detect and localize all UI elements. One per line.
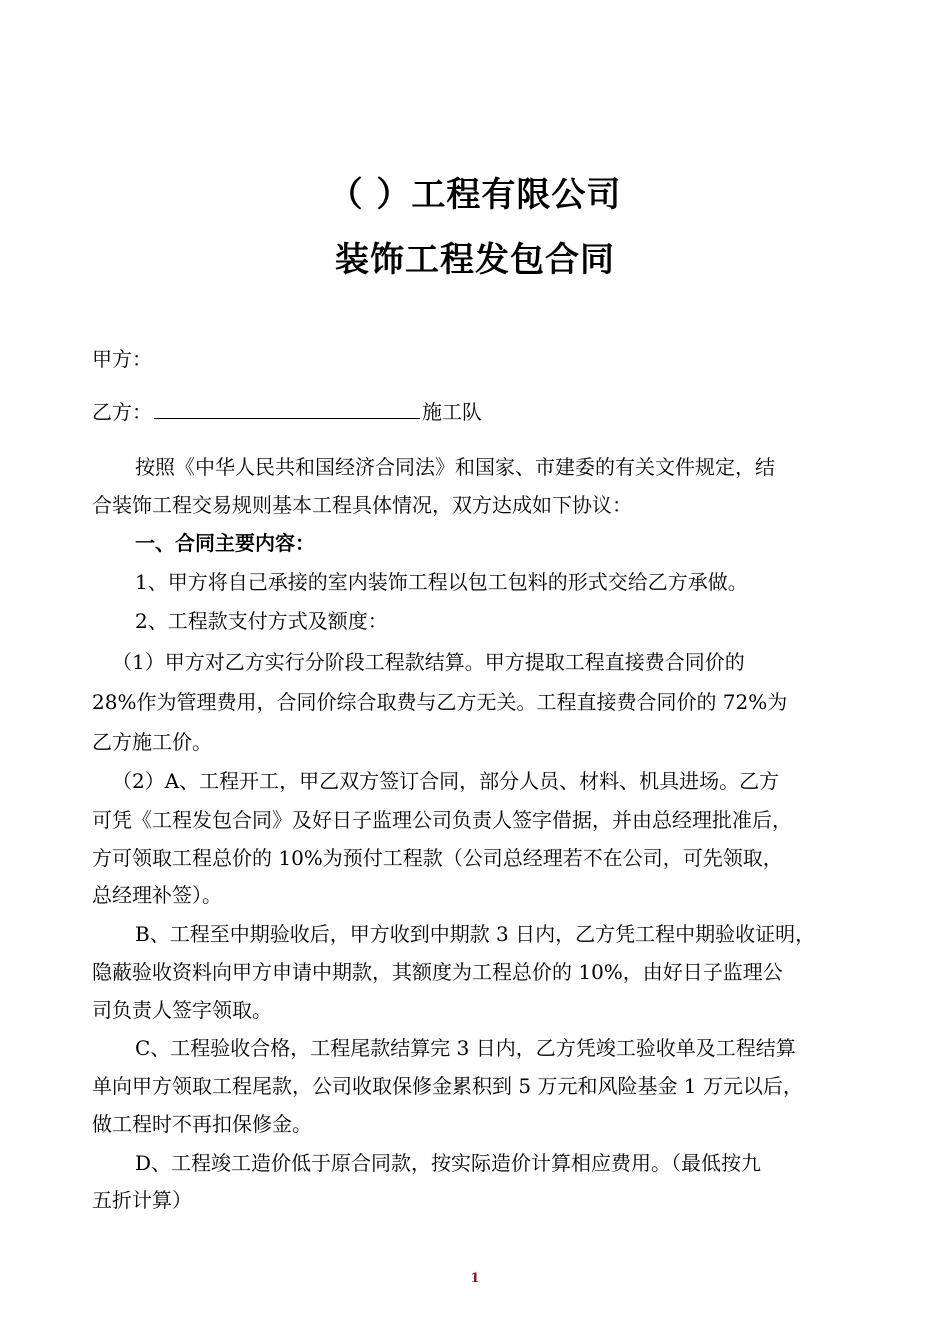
party-b-suffix: 施工队 [422,400,482,424]
paragraph-line: 做工程时不再扣保修金。 [92,1112,312,1136]
paragraph-line: 合装饰工程交易规则基本工程具体情况，双方达成如下协议： [92,493,632,517]
paragraph-line: 乙方施工价。 [92,730,212,754]
paragraph-line: B、工程至中期验收后，甲方收到中期款 3 日内，乙方凭工程中期验收证明， [135,922,816,946]
paragraph-line: 方可领取工程总价的 10%为预付工程款（公司总经理若不在公司，可先领取， [92,846,783,870]
party-a-label: 甲方： [92,347,152,371]
paragraph-line: （2）A、工程开工，甲乙双方签订合同，部分人员、材料、机具进场。乙方 [112,769,780,793]
page-number: 1 [470,1271,480,1286]
paragraph-line: 按照《中华人民共和国经济合同法》和国家、市建委的有关文件规定，结 [135,455,775,479]
paragraph-line: 总经理补签）。 [92,883,222,907]
paragraph-line: 可凭《工程发包合同》及好日子监理公司负责人签字借据，并由总经理批准后， [92,808,792,832]
paragraph-line: 司负责人签字领取。 [92,998,272,1022]
party-b-line [92,398,482,425]
paragraph-line: 五折计算） [92,1188,192,1212]
party-a-line [92,346,152,372]
company-title: （ ）工程有限公司 [328,175,622,215]
paragraph-line: 2、工程款支付方式及额度： [135,609,388,633]
party-b-label: 乙方： [92,400,152,424]
contract-title: 装饰工程发包合同 [335,240,615,280]
party-b-blank-field [154,398,420,419]
paragraph-line: 28%作为管理费用，合同价综合取费与乙方无关。工程直接费合同价的 72%为 [92,690,788,714]
paragraph-line: （1）甲方对乙方实行分阶段工程款结算。甲方提取工程直接费合同价的 [112,650,745,674]
paragraph-line: 1、甲方将自己承接的室内装饰工程以包工包料的形式交给乙方承做。 [135,570,748,594]
paragraph-line: C、工程验收合格，工程尾款结算完 3 日内，乙方凭竣工验收单及工程结算 [135,1036,796,1060]
section-heading: 一、合同主要内容： [135,531,315,555]
paragraph-line: D、工程竣工造价低于原合同款，按实际造价计算相应费用。（最低按九 [135,1151,762,1175]
paragraph-line: 单向甲方领取工程尾款，公司收取保修金累积到 5 万元和风险基金 1 万元以后， [92,1074,803,1098]
paragraph-line: 隐蔽验收资料向甲方申请中期款，其额度为工程总价的 10%，由好日子监理公 [92,960,783,984]
